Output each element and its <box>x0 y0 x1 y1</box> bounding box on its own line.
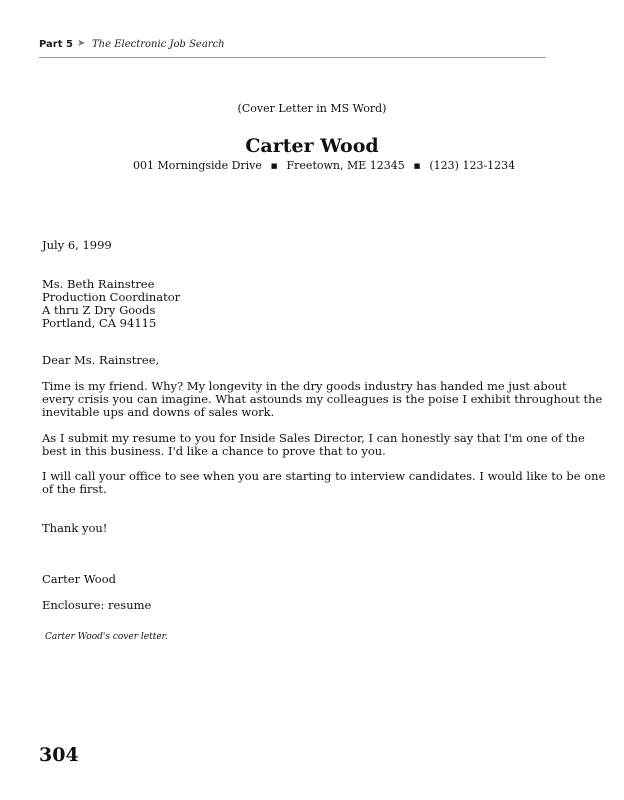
enclosure-note: Enclosure: resume <box>42 598 152 612</box>
paragraph-line: As I submit my resume to you for Inside Sales Director, I can honestly say that I'm one of the <box>42 431 585 445</box>
running-header-part: Part 5 <box>39 39 73 50</box>
document-caption: (Cover Letter in MS Word) <box>237 102 387 115</box>
figure-caption: Carter Wood's cover letter. <box>45 632 168 642</box>
recipient-block <box>42 278 180 330</box>
sender-contact-line <box>133 159 515 172</box>
salutation: Dear Ms. Rainstree, <box>42 353 160 367</box>
paragraph-line: inevitable ups and downs of sales work. <box>42 405 275 419</box>
paragraph-line: every crisis you can imagine. What astounds my colleagues is the poise I exhibit throughout the <box>42 392 603 406</box>
separator-bullet: ■ <box>270 162 278 170</box>
closing: Thank you! <box>42 521 108 535</box>
paragraph-line: Time is my friend. Why? My longevity in the dry goods industry has handed me just about <box>42 379 567 393</box>
letter-date: July 6, 1999 <box>42 238 112 252</box>
recipient-name: Ms. Beth Rainstree <box>42 277 155 291</box>
recipient-company: A thru Z Dry Goods <box>42 303 156 317</box>
signature-name: Carter Wood <box>42 572 116 586</box>
triangle-right-icon: ➤ <box>77 38 86 49</box>
paragraph-line: I will call your office to see when you are starting to interview candidates. I would like to be one <box>42 469 606 483</box>
separator-bullet: ■ <box>413 162 421 170</box>
paragraph-line: best in this business. I'd like a chance to prove that to you. <box>42 444 386 458</box>
sender-phone: (123) 123-1234 <box>429 159 516 172</box>
sender-city: Freetown, ME 12345 <box>286 159 405 172</box>
page-number: 304 <box>39 744 79 766</box>
body-paragraph <box>42 469 606 496</box>
sender-name: Carter Wood <box>245 135 379 157</box>
header-divider <box>39 57 546 58</box>
recipient-title: Production Coordinator <box>42 290 181 304</box>
sender-address: 001 Morningside Drive <box>133 159 262 172</box>
body-paragraph <box>42 379 603 419</box>
body-paragraph <box>42 431 585 458</box>
recipient-city: Portland, CA 94115 <box>42 316 157 330</box>
running-header-title: The Electronic Job Search <box>92 39 225 50</box>
paragraph-line: of the first. <box>42 482 107 496</box>
